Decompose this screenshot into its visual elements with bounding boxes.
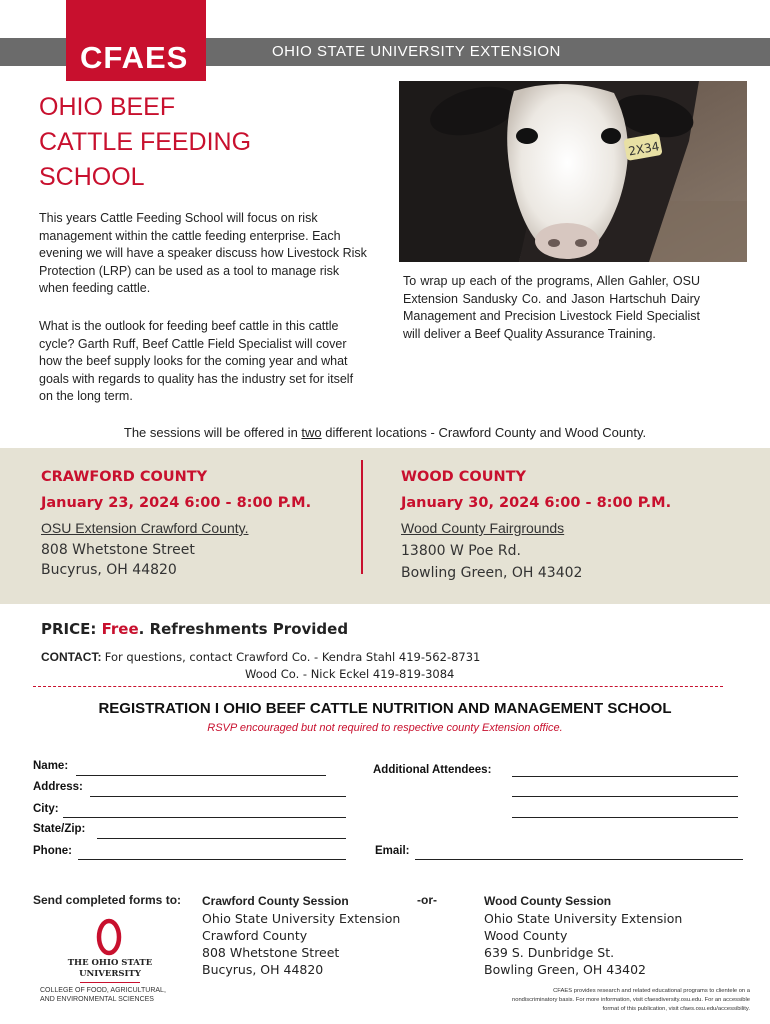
attendees-field-1[interactable] xyxy=(512,776,738,777)
osu-block-o-icon xyxy=(96,918,122,956)
crawford-street: 808 Whetstone Street xyxy=(41,542,195,558)
wood-send-line-2: Wood County xyxy=(484,928,568,943)
additional-attendees-label: Additional Attendees: xyxy=(373,764,492,776)
crawford-venue: OSU Extension Crawford County. xyxy=(41,520,249,536)
address-field[interactable] xyxy=(90,796,346,797)
price-rest: . Refreshments Provided xyxy=(138,620,349,638)
price-value: Free xyxy=(101,620,139,638)
wood-street: 13800 W Poe Rd. xyxy=(401,543,521,559)
rsvp-note: RSVP encouraged but not required to respective county Extension office. xyxy=(207,722,563,734)
wrapup-paragraph: To wrap up each of the programs, Allen Gahler, OSU Extension Sandusky Co. and Jason Hartschuh Dairy Management and Precision Livestock Field Specialist will deliver a Beef Quality Assurance Training. xyxy=(403,274,700,341)
panel-divider xyxy=(361,460,363,574)
contact-line-2: Wood Co. - Nick Eckel 419-819-3084 xyxy=(245,667,455,681)
attendees-field-2[interactable] xyxy=(512,796,738,797)
phone-field[interactable] xyxy=(78,859,346,860)
state-zip-field[interactable] xyxy=(97,838,346,839)
extension-title: OHIO STATE UNIVERSITY EXTENSION xyxy=(272,43,561,60)
cattle-photo xyxy=(399,81,747,262)
state-zip-label: State/Zip: xyxy=(33,823,86,835)
contact-block xyxy=(41,649,480,683)
crawford-date: January 23, 2024 6:00 - 8:00 P.M. xyxy=(41,495,312,511)
wood-send-line-3: 639 S. Dunbridge St. xyxy=(484,945,615,960)
wood-date: January 30, 2024 6:00 - 8:00 P.M. xyxy=(401,495,672,511)
sessions-line xyxy=(0,425,770,440)
or-separator: -or- xyxy=(417,893,437,907)
college-name: COLLEGE OF FOOD, AGRICULTURAL, AND ENVIRONMENTAL SCIENCES xyxy=(40,987,166,1003)
intro-paragraph-1: This years Cattle Feeding School will focus on risk management within the cattle feeding enterprise. Each evening we will have a speaker discuss how Livestock Risk Protection (LRP) can be used as a tool to manage risk when feeding cattle. xyxy=(39,211,367,295)
osu-name: THE OHIO STATE UNIVERSITY xyxy=(67,958,153,979)
wood-venue: Wood County Fairgrounds xyxy=(401,520,565,536)
nondiscrimination-note: CFAES provides research and related educational programs to clientele on a nondiscriminatory basis. For more information, visit cfaesdiversity.osu.edu. For an accessible format of this publication, visit cfaes.osu.edu/accessibility. xyxy=(512,988,750,1012)
intro-paragraph-2: What is the outlook for feeding beef cattle in this cattle cycle? Garth Ruff, Beef Cattle Field Specialist will cover how the beef supply looks for the coming year and what goals with regards to quality has the industry set for itself on the long term. xyxy=(39,319,354,403)
contact-line-1: For questions, contact Crawford Co. - Kendra Stahl 419-562-8731 xyxy=(104,650,481,664)
sessions-text-underlined: two xyxy=(301,425,322,440)
price-line xyxy=(41,620,348,638)
cfaes-logo xyxy=(66,0,206,81)
wood-send-line-1: Ohio State University Extension xyxy=(484,911,683,926)
crawford-send-line-2: Crawford County xyxy=(202,928,308,943)
crawford-mailing-address xyxy=(202,893,400,978)
name-label: Name: xyxy=(33,760,69,772)
crawford-session-heading: Crawford County Session xyxy=(202,894,349,908)
wood-session-heading: Wood County Session xyxy=(484,894,612,908)
contact-label: CONTACT: xyxy=(41,650,102,664)
crawford-send-line-3: 808 Whetstone Street xyxy=(202,945,340,960)
wood-mailing-address xyxy=(484,893,682,978)
cfaes-logo-text: CFAES xyxy=(80,40,189,75)
crawford-county-heading: CRAWFORD COUNTY xyxy=(41,469,208,485)
crawford-city: Bucyrus, OH 44820 xyxy=(41,562,177,578)
attendees-field-3[interactable] xyxy=(512,817,738,818)
wood-county-heading: WOOD COUNTY xyxy=(401,469,526,485)
cow-illustration xyxy=(399,81,747,262)
dashed-separator xyxy=(33,686,723,687)
name-field[interactable] xyxy=(76,775,326,776)
crawford-send-line-4: Bucyrus, OH 44820 xyxy=(202,962,324,977)
address-label: Address: xyxy=(33,781,83,793)
wood-city: Bowling Green, OH 43402 xyxy=(401,565,583,581)
email-field[interactable] xyxy=(415,859,743,860)
ear-tag-text: 2X34 xyxy=(627,139,661,159)
sessions-text-after: different locations - Crawford County and Wood County. xyxy=(321,425,647,440)
phone-label: Phone: xyxy=(33,845,72,857)
osu-logo-rule xyxy=(80,982,140,983)
registration-title: REGISTRATION I OHIO BEEF CATTLE NUTRITION AND MANAGEMENT SCHOOL xyxy=(98,700,672,717)
city-field[interactable] xyxy=(63,817,346,818)
crawford-send-line-1: Ohio State University Extension xyxy=(202,911,401,926)
price-label: PRICE: xyxy=(41,620,97,638)
sessions-text-before: The sessions will be offered in xyxy=(123,425,302,440)
page-title: OHIO BEEF CATTLE FEEDING SCHOOL xyxy=(39,93,252,191)
wood-send-line-4: Bowling Green, OH 43402 xyxy=(484,962,646,977)
email-label: Email: xyxy=(375,845,410,857)
send-forms-label: Send completed forms to: xyxy=(33,893,182,907)
city-label: City: xyxy=(33,803,59,815)
